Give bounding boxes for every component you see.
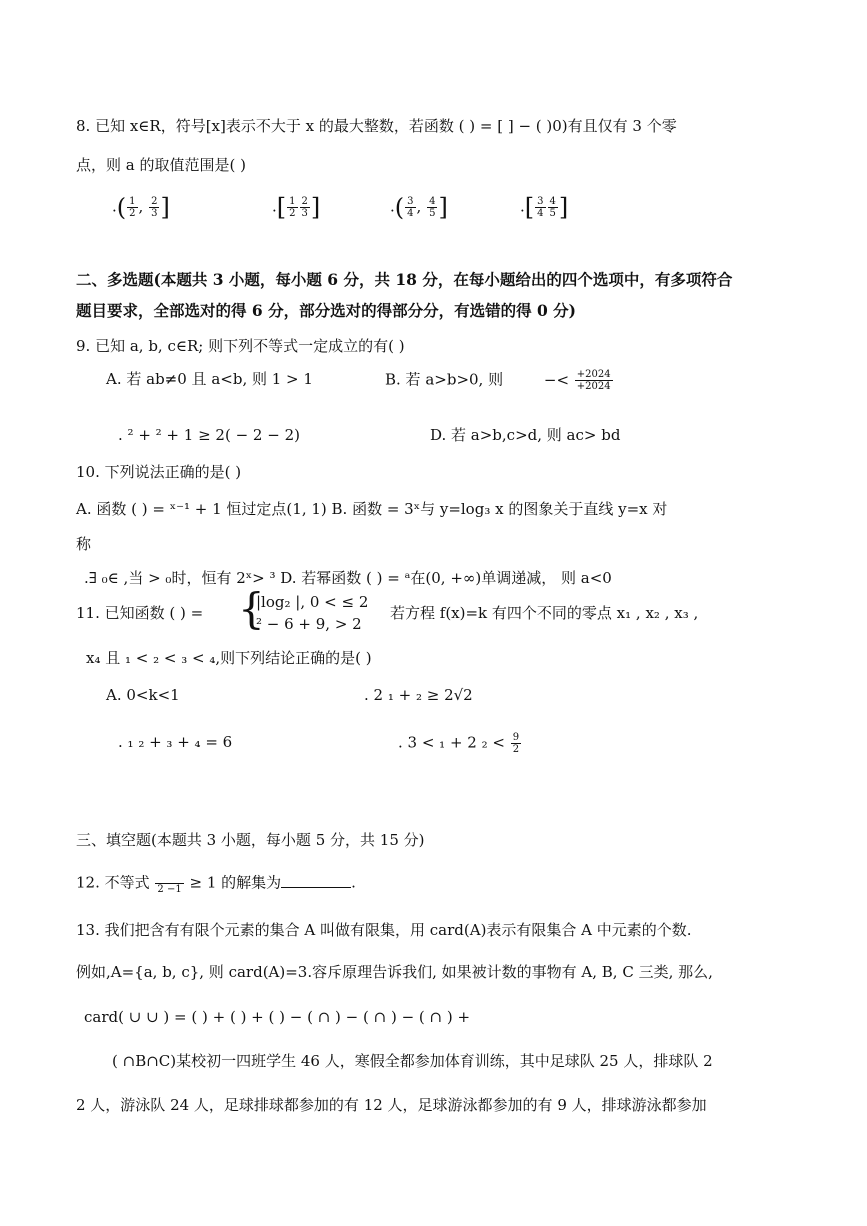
q11-line2: x₄ 且 ₁ < ₂ < ₃ < ₄,则下列结论正确的是( ) [86, 649, 372, 667]
q12-line: 12. 不等式 2 −1 ≥ 1 的解集为 . [76, 873, 356, 895]
q10-options-ab[interactable]: A. 函数 ( ) = ˣ⁻¹ + 1 恒过定点(1, 1) B. 函数 = 3ˣ与 y=log₃ x 的图象关于直线 y=x 对 [76, 500, 668, 518]
q9-option-b[interactable]: B. 若 a>b>0, 则 −< $\frac{+2024}{+2024}$ [385, 369, 611, 392]
q9-option-a[interactable]: A. 若 ab≠0 且 a<b, 则 1 > 1 [106, 370, 313, 388]
q11-stem-a: 11. 已知函数 ( ) = [76, 604, 204, 622]
q8-option-d[interactable]: .[ $\frac{3}{4}$ $\frac{4}{5}$ ] [520, 193, 569, 222]
q8-line1: 8. 已知 x∈R，符号[x]表示不大于 x 的最大整数，若函数 ( ) = [ ] − ( )0)有且仅有 3 个零 [76, 117, 677, 135]
q13-line5: 2 人，游泳队 24 人，足球排球都参加的有 12 人，足球游泳都参加的有 9 人，排球游泳都参加 [76, 1096, 707, 1114]
q11-option-d[interactable]: . 3 < ₁ + 2 ₂ < $\frac{9}{2}$ [398, 732, 520, 755]
piecewise-brace-icon: { [238, 584, 265, 633]
q10-options-cd[interactable]: .∃ ₀∈ ,当 > ₀时，恒有 2ˣ> ³ D. 若幂函数 ( ) = ᵃ在(0, +∞)单调递减， 则 a<0 [84, 569, 612, 587]
q9-option-d[interactable]: D. 若 a>b,c>d, 则 ac> bd [430, 426, 621, 444]
section2-title-line2: 题目要求，全部选对的得 6 分，部分选对的得部分分，有选错的得 0 分) [76, 301, 576, 320]
q11-option-b[interactable]: . 2 ₁ + ₂ ≥ 2√2 [364, 686, 473, 704]
q11-option-c[interactable]: . ₁ ₂ + ₃ + ₄ = 6 [118, 733, 233, 751]
q11-option-a[interactable]: A. 0<k<1 [106, 686, 180, 704]
q11-case2: ² − 6 + 9, > 2 [256, 615, 362, 633]
q13-line2: 例如,A={a, b, c}, 则 card(A)=3.容斥原理告诉我们, 如果被计数的事物有 A, B, C 三类, 那么, [76, 963, 713, 981]
q13-line4: ( ∩B∩C)某校初一四班学生 46 人，寒假全都参加体育训练，其中足球队 25 人，排球队 2 [112, 1052, 713, 1070]
q10-stem: 10. 下列说法正确的是( ) [76, 463, 242, 481]
q13-line1: 13. 我们把含有有限个元素的集合 A 叫做有限集，用 card(A)表示有限集合 A 中元素的个数. [76, 921, 692, 939]
q9-stem: 9. 已知 a, b, c∈R; 则下列不等式一定成立的有( ) [76, 337, 405, 355]
q8-option-c[interactable]: .( $\frac{3}{4}$ , $\frac{4}{5}$ ] [390, 193, 448, 222]
q8-option-b[interactable]: .[ $\frac{1}{2}$ $\frac{2}{3}$ ] [272, 193, 321, 222]
section2-title-line1: 二、多选题(本题共 3 小题，每小题 6 分，共 18 分，在每小题给出的四个选项中，有多项符合 [76, 270, 733, 289]
q13-line3: card( ∪ ∪ ) = ( ) + ( ) + ( ) − ( ∩ ) − ( ∩ ) − ( ∩ ) + [84, 1008, 471, 1026]
q9-option-c[interactable]: . ² + ² + 1 ≥ 2( − 2 − 2) [118, 426, 300, 444]
q11-case1: |log₂ |, 0 < ≤ 2 [256, 593, 369, 611]
q10-options-ab-wrap: 称 [76, 535, 92, 553]
q8-option-a[interactable]: .( $\frac{1}{2}$ , $\frac{2}{3}$ ] [112, 193, 170, 222]
q12-answer-blank[interactable] [281, 873, 351, 888]
q11-stem-b: 若方程 f(x)=k 有四个不同的零点 x₁ , x₂ , x₃ , [390, 604, 699, 622]
q8-line2: 点，则 a 的取值范围是( ) [76, 156, 246, 174]
section3-title: 三、填空题(本题共 3 小题，每小题 5 分，共 15 分) [76, 831, 425, 849]
